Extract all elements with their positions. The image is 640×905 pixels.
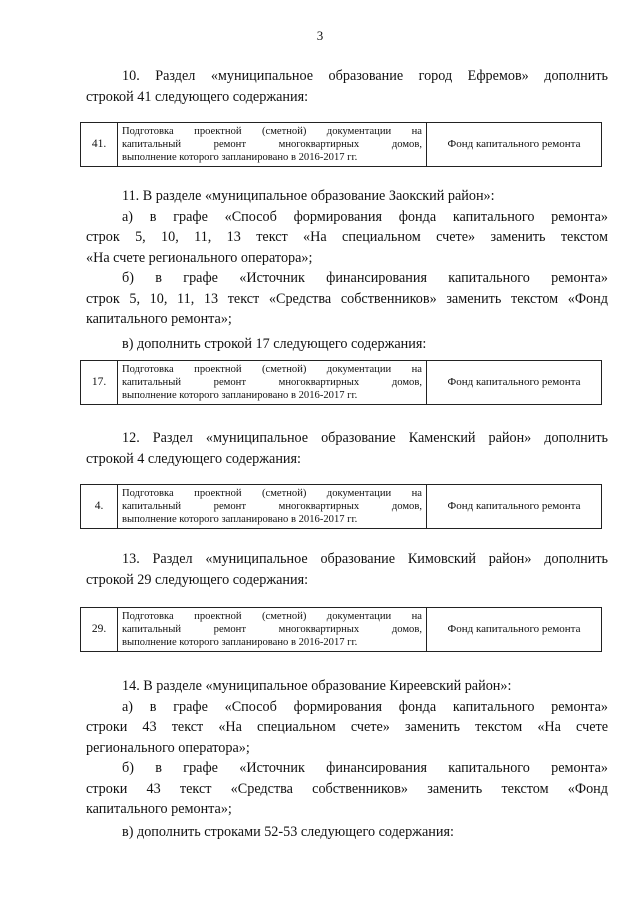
section-14-text [86,676,608,842]
row-funding-source: Фонд капитального ремонта [427,485,602,529]
text-line: строки 43 текст «На специальном счете» заменить текстом «На счете [86,719,608,735]
table-section-12 [80,484,602,529]
row-number: 29. [81,608,118,652]
page-number: 3 [316,28,324,43]
row-number: 41. [81,123,118,167]
desc-line: капитальный ремонт многоквартирных домов, [122,624,422,635]
text-line: строкой 41 следующего содержания: [86,88,309,105]
desc-line: выполнение которого запланировано в 2016-2017 гг. [122,637,358,648]
table-row [81,608,602,652]
section-11-text [86,186,608,354]
text-line: 13. Раздел «муниципальное образование Кимовский район» дополнить [122,551,608,567]
text-line: б) в графе «Источник финансирования капитального ремонта» [122,760,608,776]
desc-line: выполнение которого запланировано в 2016-2017 гг. [122,390,358,401]
text-line: а) в графе «Способ формирования фонда капитального ремонта» [122,208,608,225]
row-number: 17. [81,361,118,405]
desc-line: капитальный ремонт многоквартирных домов, [122,139,422,150]
text-line: в) дополнить строкой 17 следующего содержания: [122,335,427,352]
section-12-text [86,428,608,469]
row-description [118,608,427,652]
text-line: строки 43 текст «Средства собственников» заменить текстом «Фонд [86,780,608,797]
desc-line: капитальный ремонт многоквартирных домов, [122,377,422,388]
text-line: капитального ремонта»; [86,801,232,817]
table-row [81,361,602,405]
table-row [81,485,602,529]
row-description [118,485,427,529]
row-funding-source: Фонд капитального ремонта [427,608,602,652]
text-line: «На счете регионального оператора»; [86,249,313,266]
row-funding-source: Фонд капитального ремонта [427,123,602,167]
desc-line: Подготовка проектной (сметной) документации на [122,488,422,499]
text-line: строкой 4 следующего содержания: [86,450,301,467]
text-line: капитального ремонта»; [86,311,232,327]
text-line: 10. Раздел «муниципальное образование город Ефремов» дополнить [122,68,608,84]
text-line: строкой 29 следующего содержания: [86,571,309,588]
table-section-11 [80,360,602,405]
section-heading: 11. В разделе «муниципальное образование Заокский район»: [122,188,495,204]
table-section-10 [80,122,602,167]
desc-line: Подготовка проектной (сметной) документации на [122,611,422,622]
text-line: б) в графе «Источник финансирования капитального ремонта» [122,270,608,286]
text-line: в) дополнить строками 52-53 следующего содержания: [122,823,454,840]
desc-line: выполнение которого запланировано в 2016-2017 гг. [122,514,358,525]
desc-line: Подготовка проектной (сметной) документации на [122,364,422,375]
text-line: 12. Раздел «муниципальное образование Каменский район» дополнить [122,430,608,446]
table-row [81,123,602,167]
section-10-text [86,66,608,107]
table-section-13 [80,607,602,652]
row-number: 4. [81,485,118,529]
row-description [118,361,427,405]
section-heading: 14. В разделе «муниципальное образование Киреевский район»: [122,678,512,694]
text-line: строк 5, 10, 11, 13 текст «Средства собственников» заменить текстом «Фонд [86,290,608,307]
row-description [118,123,427,167]
desc-line: капитальный ремонт многоквартирных домов, [122,501,422,512]
text-line: регионального оператора»; [86,739,250,756]
desc-line: Подготовка проектной (сметной) документации на [122,126,422,137]
desc-line: выполнение которого запланировано в 2016-2017 гг. [122,152,358,163]
row-funding-source: Фонд капитального ремонта [427,361,602,405]
section-13-text [86,549,608,590]
text-line: а) в графе «Способ формирования фонда капитального ремонта» [122,698,608,715]
text-line: строк 5, 10, 11, 13 текст «На специальном счете» заменить текстом [86,229,608,245]
